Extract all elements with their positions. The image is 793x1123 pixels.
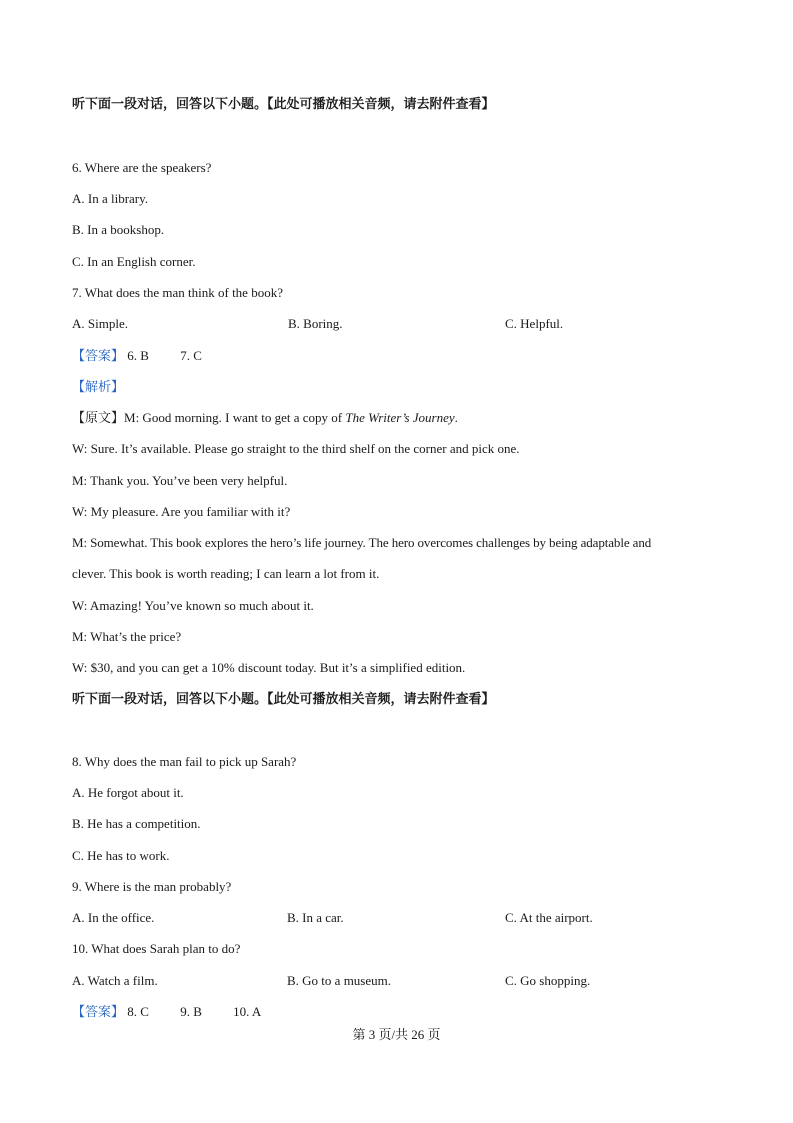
transcript-text-end: .	[454, 410, 458, 425]
q10-option-c: C. Go shopping.	[505, 973, 591, 988]
q7-option-c: C. Helpful.	[505, 316, 564, 331]
analysis-label: 【解析】	[72, 379, 125, 394]
section-instruction: 听下面一段对话，回答以下小题。【此处可播放相关音频，请去附件查看】	[72, 691, 495, 706]
transcript-line: W: $30, and you can get a 10% discount today. But it’s a simplified edition.	[72, 660, 466, 675]
question-10: 10. What does Sarah plan to do?	[72, 941, 241, 956]
q7-option-b: B. Boring.	[288, 316, 343, 331]
answer-row	[72, 347, 202, 365]
book-title: The Writer’s Journey	[345, 410, 455, 425]
page-footer: 第 3 页/共 26 页	[352, 1027, 441, 1042]
section-instruction: 听下面一段对话，回答以下小题。【此处可播放相关音频，请去附件查看】	[72, 96, 495, 111]
q7-options	[72, 315, 722, 333]
q8-option-a: A. He forgot about it.	[72, 785, 184, 800]
transcript-line: M: Somewhat. This book explores the hero’s life journey. The hero overcomes challenges by being adaptable and	[72, 535, 652, 550]
q8-option-b: B. He has a competition.	[72, 816, 201, 831]
answer-8: 8. C	[127, 1004, 149, 1019]
q6-option-c: C. In an English corner.	[72, 254, 196, 269]
answer-label: 【答案】	[72, 348, 125, 363]
answer-10: 10. A	[233, 1004, 262, 1019]
question-8: 8. Why does the man fail to pick up Sarah?	[72, 754, 297, 769]
answer-7: 7. C	[180, 348, 202, 363]
q7-option-a: A. Simple.	[72, 316, 128, 331]
transcript-line: clever. This book is worth reading; I can learn a lot from it.	[72, 566, 380, 581]
q9-option-c: C. At the airport.	[505, 910, 593, 925]
transcript-line: M: Thank you. You’ve been very helpful.	[72, 473, 288, 488]
q9-option-a: A. In the office.	[72, 910, 155, 925]
transcript-text: M: Good morning. I want to get a copy of	[124, 410, 346, 425]
q10-option-b: B. Go to a museum.	[287, 973, 391, 988]
transcript-line: W: Sure. It’s available. Please go straight to the third shelf on the corner and pick one.	[72, 441, 520, 456]
question-6: 6. Where are the speakers?	[72, 160, 212, 175]
question-7: 7. What does the man think of the book?	[72, 285, 283, 300]
transcript-line: M: What’s the price?	[72, 629, 182, 644]
transcript-line: W: My pleasure. Are you familiar with it?	[72, 504, 291, 519]
q6-option-a: A. In a library.	[72, 191, 149, 206]
answer-label: 【答案】	[72, 1004, 125, 1019]
q10-options	[72, 972, 722, 990]
transcript-line	[72, 409, 458, 427]
q9-option-b: B. In a car.	[287, 910, 344, 925]
answer-6: 6. B	[127, 348, 149, 363]
transcript-label: 【原文】	[72, 410, 125, 425]
q8-option-c: C. He has to work.	[72, 848, 170, 863]
q10-option-a: A. Watch a film.	[72, 973, 158, 988]
transcript-line: W: Amazing! You’ve known so much about it.	[72, 598, 314, 613]
question-9: 9. Where is the man probably?	[72, 879, 232, 894]
answer-9: 9. B	[180, 1004, 202, 1019]
answer-row	[72, 1003, 261, 1021]
q6-option-b: B. In a bookshop.	[72, 222, 165, 237]
q9-options	[72, 909, 722, 927]
